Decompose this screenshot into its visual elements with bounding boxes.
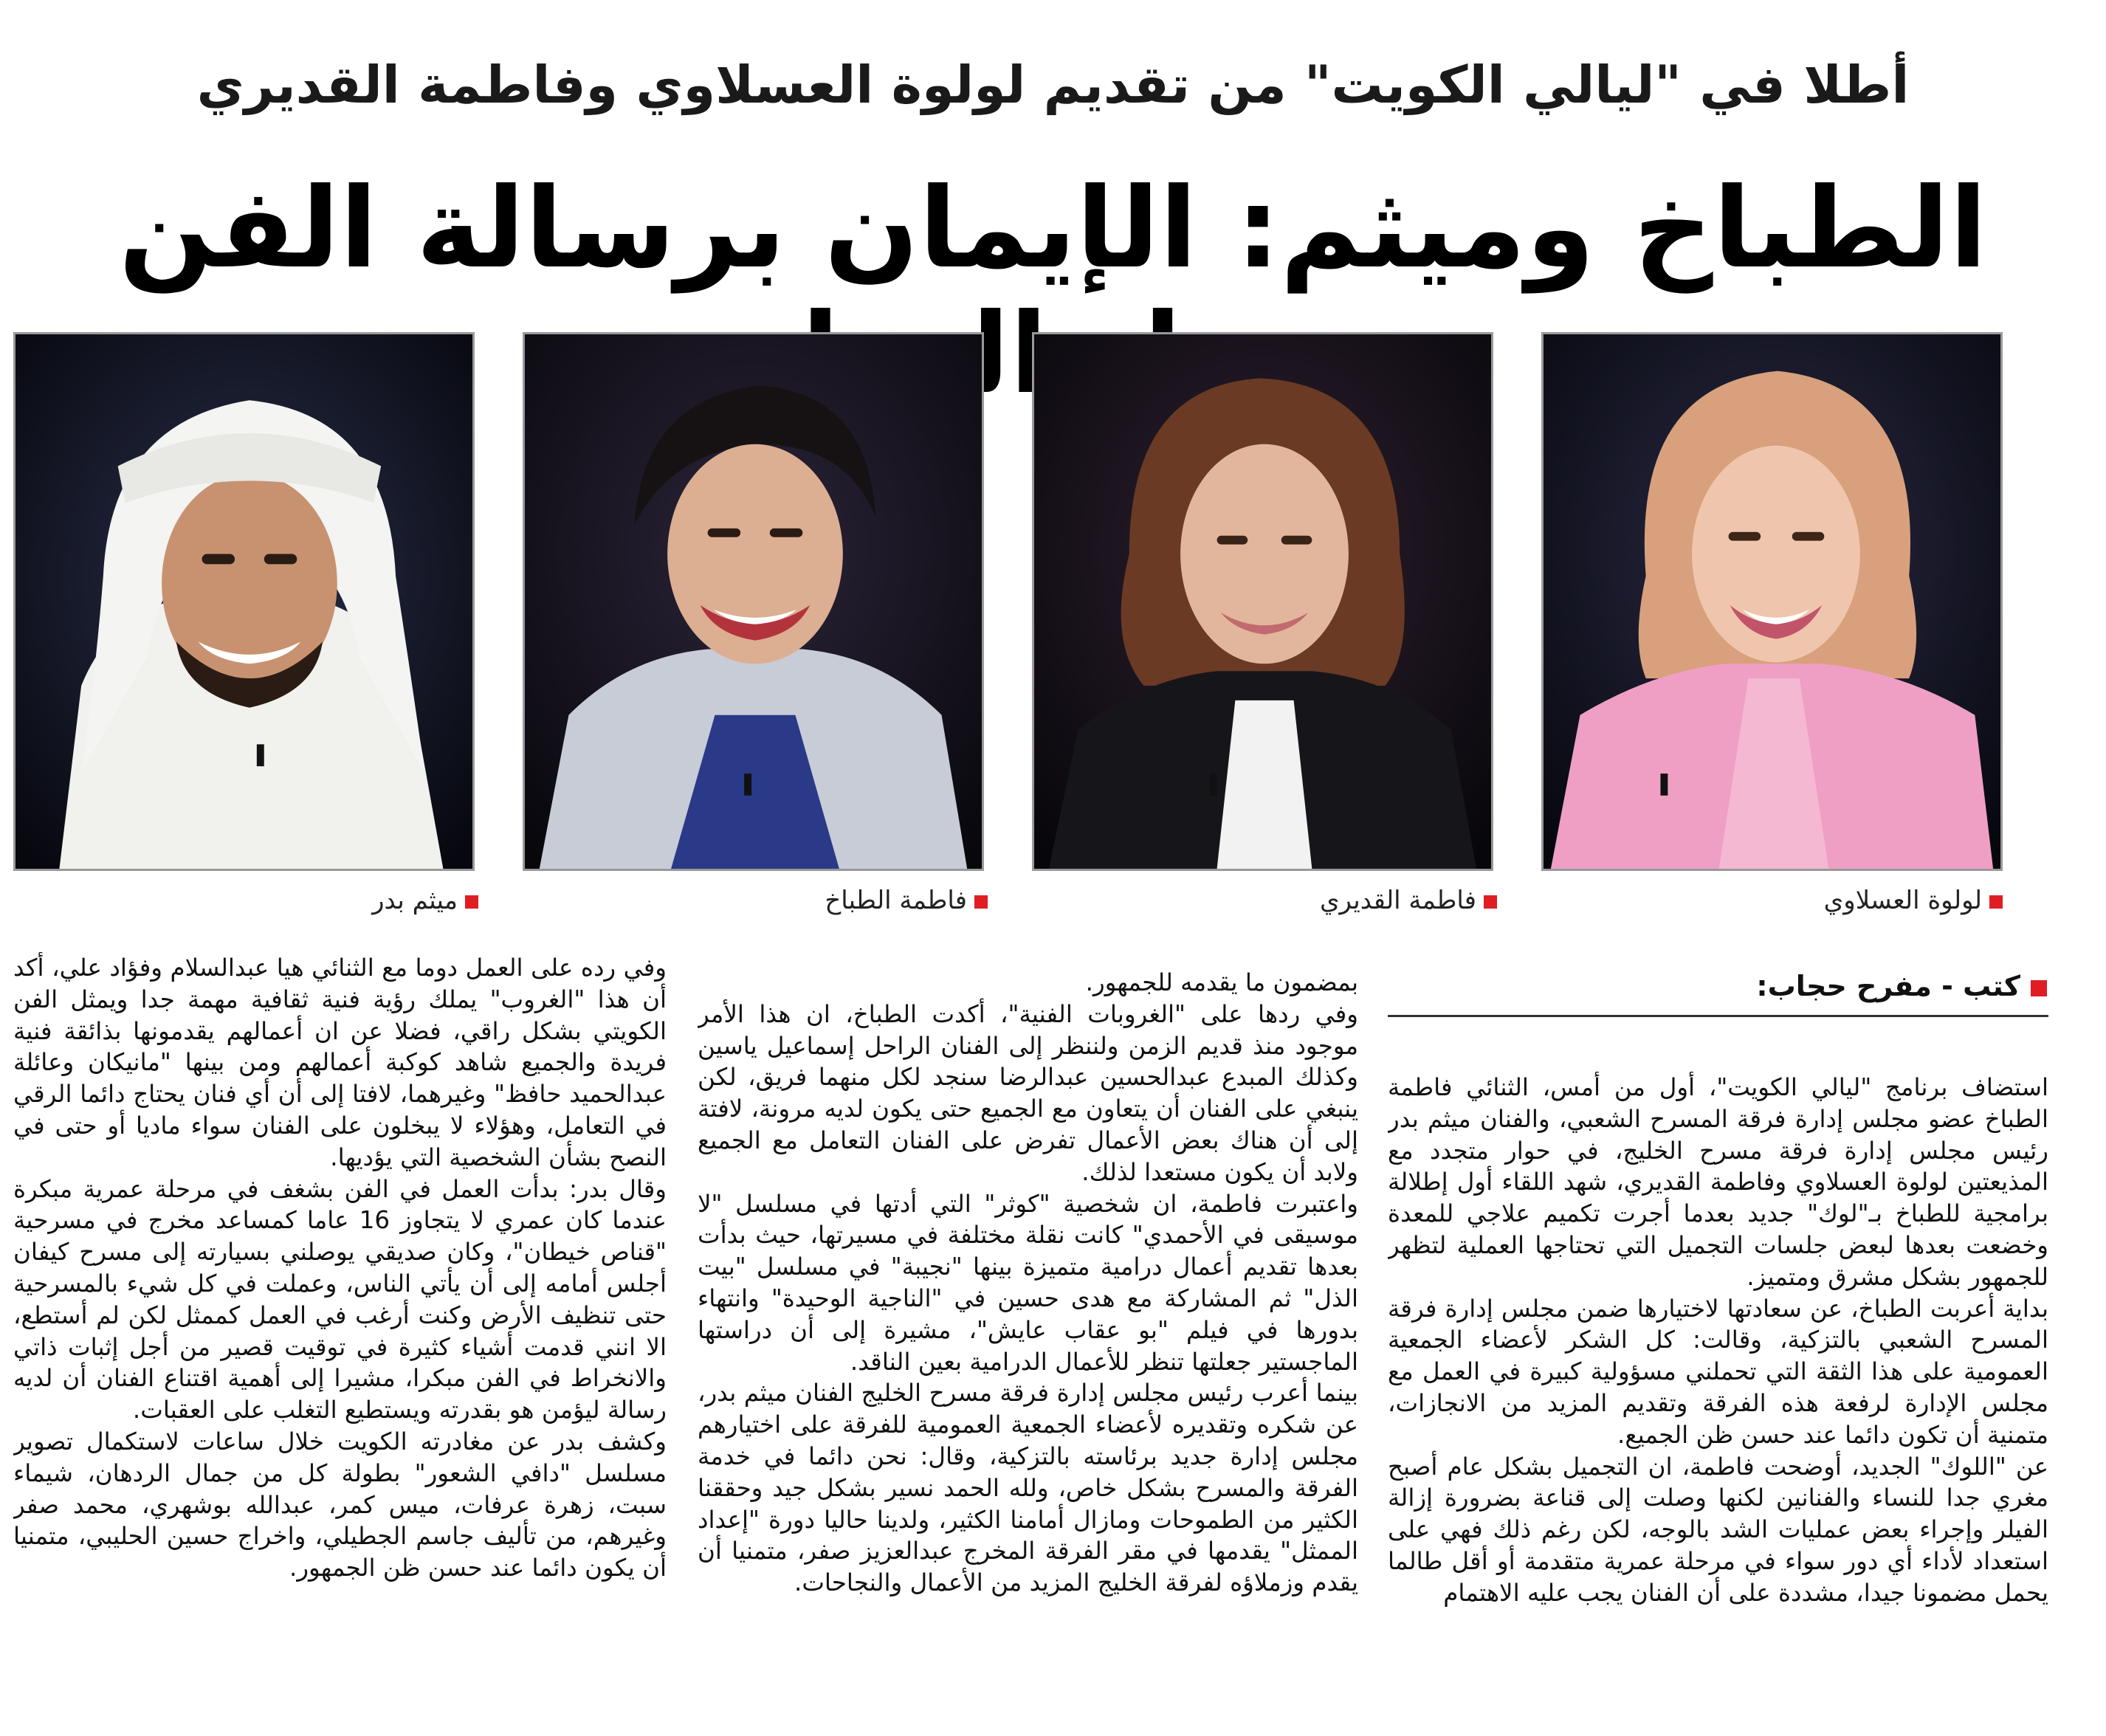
red-square-bullet xyxy=(2031,980,2047,996)
article-column-left xyxy=(13,952,667,1714)
byline-divider xyxy=(1388,1015,2048,1017)
paragraph: بمضمون ما يقدمه للجمهور. xyxy=(1085,968,1358,996)
red-square-bullet xyxy=(1989,895,2003,909)
caption-fatma-alqudairi xyxy=(1320,882,1497,919)
paragraph: استضاف برنامج "ليالي الكويت"، أول من أمس، الثنائي فاطمة الطباخ عضو مجلس إدارة فرقة المسرح الشعبي، والفنان ميثم بدر رئيس مجلس إدارة فرقة مسرح الخليج، في حوار متجدد مع المذيعتين لولوة العسلاوي وفاطمة القديري، شهد اللقاء أول إطلالة برامجية للطباخ بـ"لوك" جديد بعدما أجرت تكميم علاجي للمعدة وخضعت بعدها لبعض جلسات التجميل التي تحتاجها العملية لتظهر للجمهور بشكل مشرق ومتميز. xyxy=(1388,1073,2048,1291)
article-column-middle xyxy=(698,967,1358,1714)
caption-text: فاطمة الطباخ xyxy=(825,886,967,915)
caption-maytham-badr xyxy=(372,882,478,919)
paragraph: بداية أعربت الطباخ، عن سعادتها لاختيارها ضمن مجلس إدارة فرقة المسرح الشعبي بالتزكية، وقالت: كل الشكر لأعضاء الجمعية العمومية على هذا الثقة التي تحملني مسؤولية كبيرة في العمل مع مجلس الإدارة لرفعة هذه الفرقة وتقديم المزيد من الانجازات، متمنية أن تكون دائما عند حسن ظن الجميع. xyxy=(1388,1294,2048,1449)
photo-lulwa-alaslawi xyxy=(1541,332,2003,871)
paragraph: وكشف بدر عن مغادرته الكويت خلال ساعات لاستكمال تصوير مسلسل "دافي الشعور" بطولة كل من جمال الردهان، شيماء سبت، زهرة عرفات، ميس كمر، عبدالله بوشهري، محمد صفر وغيرهم، من تأليف جاسم الجطيلي، واخراج حسين الحليبي، متمنيا أن يكون دائما عند حسن ظن الجمهور. xyxy=(13,1427,667,1582)
caption-lulwa-alaslawi xyxy=(1824,882,2003,919)
photo-fatma-alqudairi xyxy=(1032,332,1493,871)
paragraph: واعتبرت فاطمة، ان شخصية "كوثر" التي أدتها في مسلسل "لا موسيقى في الأحمدي" كانت نقلة مختلفة في مسيرتها، حيث بدأت بعدها تقديم أعمال درامية متميزة بينها "نجيبة" في مسلسل "بيت الذل" ثم المشاركة مع هدى حسين في "الناجية الوحيدة" وانتهاء بدورها في فيلم "بو عقاب عايش"، مشيرة إلى أن دراستها الماجستير جعلتها تنظر للأعمال الدرامية بعين الناقد. xyxy=(698,1189,1358,1376)
headline: الطباخ وميثم: الإيمان برسالة الفن xyxy=(118,165,1988,293)
red-square-bullet xyxy=(465,895,478,909)
caption-fatma-altabbakh xyxy=(825,882,988,919)
paragraph: وفي رده على العمل دوما مع الثنائي هيا عبدالسلام وفؤاد علي، أكد أن هذا "الغروب" يملك رؤية فنية ثقافية مهمة جدا ويمثل الفن الكويتي بشكل راقي، فضلا عن ان أعمالهم يقدمونها بذائقة فنية فريدة والجميع شاهد كوكبة أعمالهم ومن بينها "مانيكان وعائلة عبدالحميد حافظ" وغيرهما، لافتا إلى أن أي فنان يحتاج دائما الرقي في التعامل، وهؤلاء لا يبخلون على الفنان سواء ماديا أو حتى في النصح بشأن الشخصية التي يؤديها. xyxy=(13,954,667,1171)
kicker: أطلا في "ليالي الكويت" من تقديم لولوة العسلاوي وفاطمة القديري xyxy=(196,55,1910,115)
paragraph: بينما أعرب رئيس مجلس إدارة فرقة مسرح الخليج الفنان ميثم بدر، عن شكره وتقديره لأعضاء الجمعية العمومية للفرقة على اختيارهم مجلس إدارة جديد برئاسته بالتزكية، وقال: نحن دائما في خدمة الفرقة والمسرح بشكل خاص، ولله الحمد نسير بشكل جيد وحققنا الكثير من الطموحات ومازال أمامنا الكثير، ولدينا حاليا دورة "إعداد الممثل" يقدمها في مقر الفرقة المخرج عبدالعزيز صفر، متمنيا أن يقدم وزملاؤه لفرقة الخليج المزيد من الأعمال والنجاحات. xyxy=(698,1379,1358,1597)
paragraph: وقال بدر: بدأت العمل في الفن بشغف في مرحلة عمرية مبكرة عندما كان عمري لا يتجاوز 16 عاما كمساعد مخرج في مسرحية "قناص خيطان"، وكان صديقي يوصلني بسيارته إلى مسرح كيفان أجلس أمامه إلى أن يأتي الناس، وعملت في كل شيء بالمسرحية حتى تنظيف الأرض وكنت أرغب في العمل كممثل لكن لم أستطع، الا انني قدمت أشياء كثيرة في توقيت قصير من أجل إثبات ذاتي والانخراط في الفن مبكرا، مشيرا إلى أهمية اقتناع الفنان أن لديه رسالة ليؤمن هو بقدرته ويستطيع التغلب على العقبات. xyxy=(13,1174,667,1425)
photo-fatma-altabbakh xyxy=(523,332,984,871)
paragraph: عن "اللوك" الجديد، أوضحت فاطمة، ان التجميل بشكل عام أصبح مغري جدا للنساء والفنانين لكنها وصلت إلى قناعة بضرورة إزالة الفيلر وإجراء بعض عمليات الشد بالوجه، لكن رغم ذلك فهي على استعداد لأداء أي دور سواء في مرحلة عمرية متقدمة أو أقل طالما يحمل مضمونا جيدا، مشددة على أن الفنان يجب عليه الاهتمام xyxy=(1388,1452,2048,1607)
red-square-bullet xyxy=(974,895,988,909)
caption-text: فاطمة القديري xyxy=(1319,886,1476,915)
byline-text: كتب - مفرح حجاب: xyxy=(1756,970,2020,1002)
paragraph: وفي ردها على "الغروبات الفنية"، أكدت الطباخ، ان هذا الأمر موجود منذ قديم الزمن ولننظر إلى الفنان الراحل إسماعيل ياسين وكذلك المبدع عبدالحسين عبدالرضا سنجد لكل منهما فريق، لكن ينبغي على الفنان أن يتعاون مع الجميع حتى يكون لديه مرونة، لافتة إلى أن هناك بعض الأعمال تفرض على الفنان التعامل مع الجميع ولابد أن يكون مستعدا لذلك. xyxy=(698,999,1358,1186)
article-column-right xyxy=(1388,1072,2048,1714)
red-square-bullet xyxy=(1484,895,1497,909)
byline xyxy=(1756,965,2047,1007)
caption-text: لولوة العسلاوي xyxy=(1823,886,1982,915)
photo-maytham-badr xyxy=(13,332,475,871)
caption-text: ميثم بدر xyxy=(372,886,458,915)
